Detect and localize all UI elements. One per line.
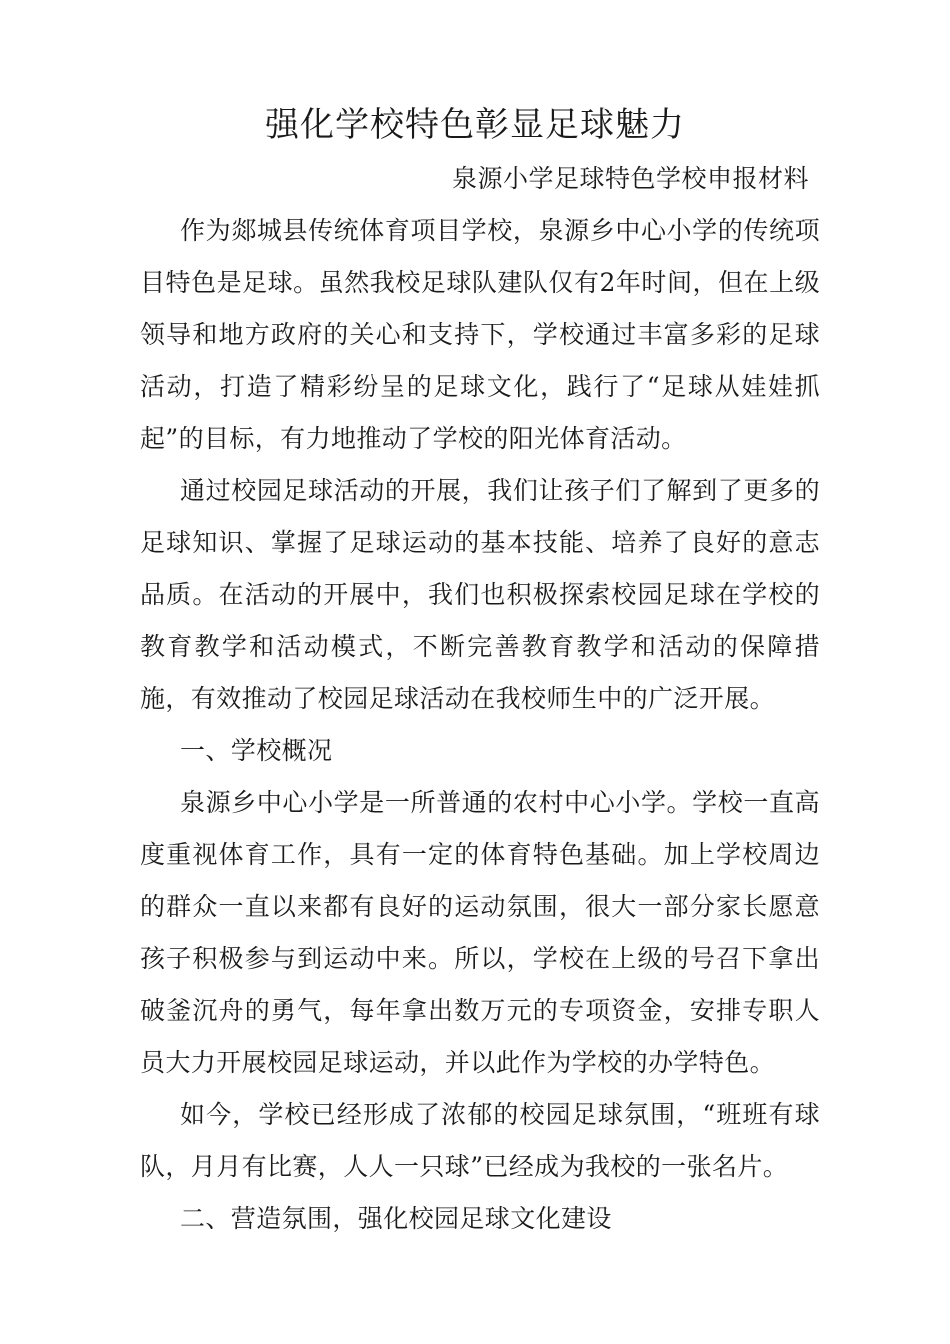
paragraph-atmosphere: 如今，学校已经形成了浓郁的校园足球氛围，“班班有球队，月月有比赛，人人一只球”已经成为我校的一张名片。 <box>140 1100 820 1181</box>
paragraph-overview: 泉源乡中心小学是一所普通的农村中心小学。学校一直高度重视体育工作，具有一定的体育特色基础。加上学校周边的群众一直以来都有良好的运动氛围，很大一部分家长愿意孩子积极参与到运动中来。所以，学校在上级的号召下拿出破釜沉舟的勇气，每年拿出数万元的专项资金，安排专职人员大力开展校园足球运动，并以此作为学校的办学特色。 <box>140 788 820 1077</box>
document-title: 强化学校特色彰显足球魅力 <box>265 105 685 145</box>
section-heading-overview: 一、学校概况 <box>180 736 333 765</box>
document-subtitle: 泉源小学足球特色学校申报材料 <box>451 164 809 193</box>
section-heading-culture: 二、营造氛围，强化校园足球文化建设 <box>180 1204 612 1233</box>
paragraph-activities: 通过校园足球活动的开展，我们让孩子们了解到了更多的足球知识、掌握了足球运动的基本技能、培养了良好的意志品质。在活动的开展中，我们也积极探索校园足球在学校的教育教学和活动模式，不断完善教育教学和活动的保障措施，有效推动了校园足球活动在我校师生中的广泛开展。 <box>140 476 820 713</box>
paragraph-intro: 作为郯城县传统体育项目学校，泉源乡中心小学的传统项目特色是足球。虽然我校足球队建队仅有2年时间，但在上级领导和地方政府的关心和支持下，学校通过丰富多彩的足球活动，打造了精彩纷呈的足球文化，践行了“足球从娃娃抓起”的目标，有力地推动了学校的阳光体育活动。 <box>140 216 820 453</box>
document-body <box>140 205 820 1245</box>
